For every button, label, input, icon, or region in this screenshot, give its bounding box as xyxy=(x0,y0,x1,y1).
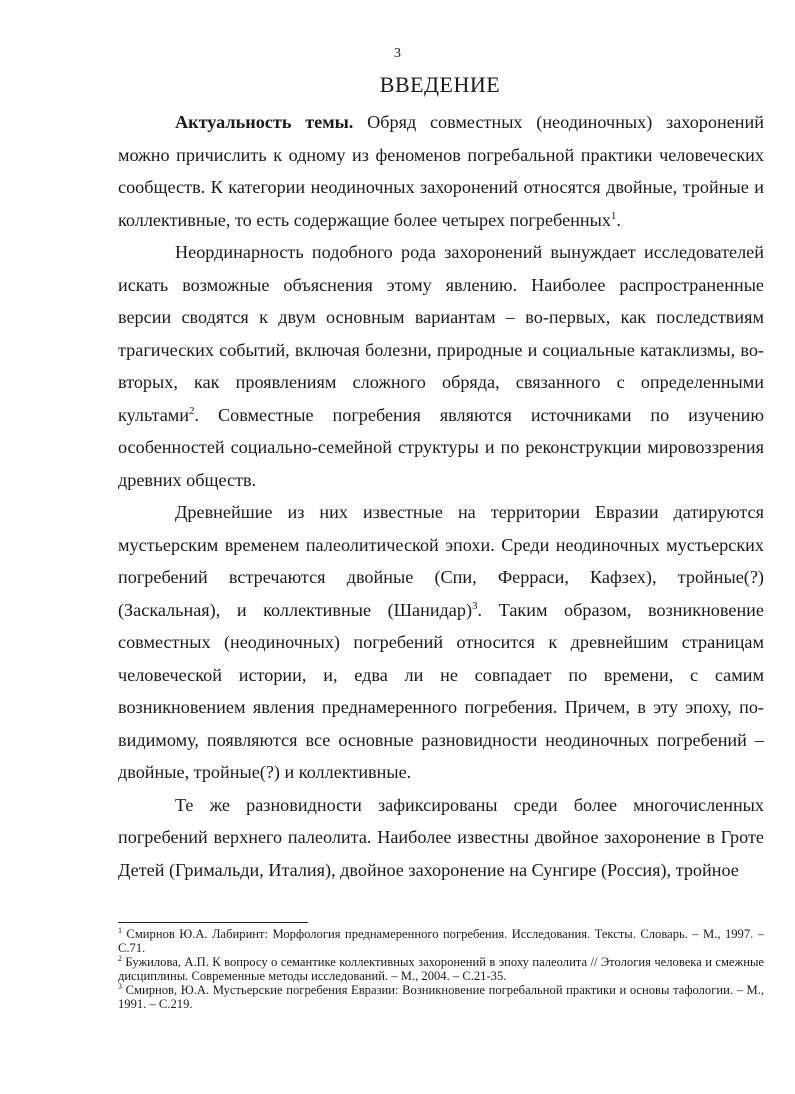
paragraph-text: . Таким образом, возникновение совместных (неодиночных) погребений относится к древнейшим страницам человеческой истории, и, едва ли не совпадает по времени, с самим возникновением явления преднамеренного погребения. Причем, в эту эпоху, по-видимому, появляются все основные разновидности неодиночных погребений – двойные, тройные(?) и коллективные. xyxy=(118,599,764,782)
paragraph-text: Обряд совместных (неодиночных) захоронений можно причислить к одному из феноменов погребальной практики человеческих сообществ. К категории неодиночных захоронений относятся двойные, тройные и коллективные, то есть содержащие более четырех погребенных xyxy=(118,112,764,230)
paragraph-explanations xyxy=(118,236,764,496)
footnote xyxy=(118,955,764,983)
footnote-text: Смирнов, Ю.А. Мустьерские погребения Евразии: Возникновение погребальной практики и основы тафологии. – М., 1991. – С.219. xyxy=(118,983,764,1011)
paragraph-text: Неординарность подобного рода захоронений вынуждает исследователей искать возможные объяснения этому явлению. Наиболее распространенные версии сводятся к двум основным вариантам – во-первых, как последствиям трагических событий, включая болезни, природные и социальные катаклизмы, во-вторых, как проявлениям сложного обряда, связанного с определенными культами xyxy=(118,242,764,425)
main-text xyxy=(118,106,764,886)
footnote-text: Смирнов Ю.А. Лабиринт: Морфология преднамеренного погребения. Исследования. Тексты. Словарь. – М., 1997. – С.71. xyxy=(118,927,764,955)
footnote xyxy=(118,927,764,955)
paragraph-mousterian xyxy=(118,496,764,789)
footnote xyxy=(118,983,764,1011)
footnote-number: 3 xyxy=(118,981,122,991)
paragraph-relevance xyxy=(118,106,764,236)
page-number: 3 xyxy=(394,46,401,61)
footnote-number: 2 xyxy=(118,953,122,963)
section-lead: Актуальность темы. xyxy=(175,112,354,132)
footnotes xyxy=(118,927,764,1011)
page-title: ВВЕДЕНИЕ xyxy=(379,72,501,97)
paragraph-text: Древнейшие из них известные на территории Евразии датируются мустьерским временем палеолитической эпохи. Среди неодиночных мустьерских погребений встречаются двойные (Спи, Ферраси, Кафзех), тройные(?) (Заскальная), и коллективные (Шанидар) xyxy=(118,502,764,620)
footnote-separator xyxy=(118,922,308,923)
footnote-ref: 1 xyxy=(610,209,617,222)
paragraph-text: Те же разновидности зафиксированы среди более многочисленных погребений верхнего палеолита. Наиболее известны двойное захоронение в Гроте Детей (Гримальди, Италия), двойное захоронение на Сунгире (Россия), тройное xyxy=(118,794,764,880)
footnote-ref: 3 xyxy=(472,599,478,612)
paragraph-text: . Совместные погребения являются источниками по изучению особенностей социально-семейной структуры и по реконструкции мировоззрения древних обществ. xyxy=(118,404,764,490)
paragraph-upper-paleolithic xyxy=(118,789,764,887)
footnote-ref: 2 xyxy=(189,404,195,417)
footnote-number: 1 xyxy=(118,925,122,935)
footnote-text: Бужилова, А.П. К вопросу о семантике коллективных захоронений в эпоху палеолита // Этология человека и смежные дисциплины. Современные методы исследований. – М., 2004. – С.21-35. xyxy=(118,955,764,983)
paragraph-text: . xyxy=(616,209,621,230)
